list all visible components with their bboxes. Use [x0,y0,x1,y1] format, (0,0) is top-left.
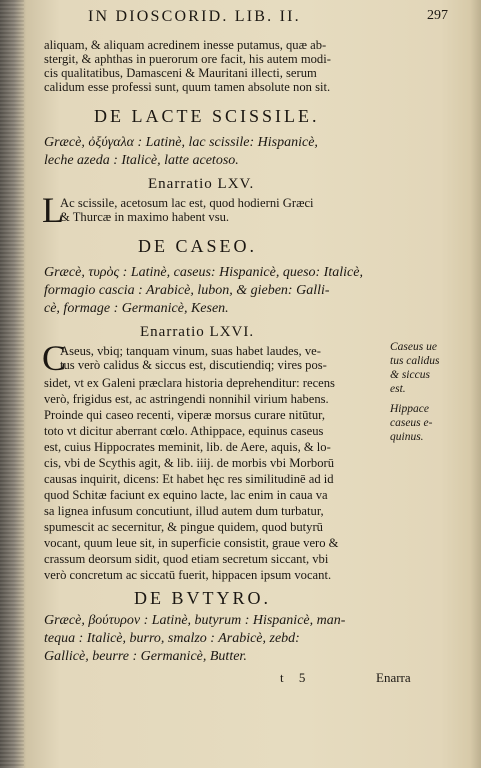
caseo-body-line: toto vt dicitur aberrant cœlo. Athippace, equinus caseus [44,424,324,438]
caseo-names-line: cè, formage : Germanicè, Kesen. [44,301,229,316]
intro-line: aliquam, & aliquam acredinem inesse putamus, quæ ab- [44,38,327,52]
butyro-names-line: tequa : Italicè, burro, smalzo : Arabicè, zebd: [44,631,300,646]
caseo-body-line: sidet, vt ex Galeni præclara historia deprehenditur: recens [44,376,335,390]
caseo-body-line: cis, vbi de Scythis agit, & lib. iiij. de morbis vbi Morborū [44,456,334,470]
intro-line: cis qualitatibus, Damasceni & Mauritani illecti, serum [44,66,317,80]
caseo-body-line: spumescit ac secernitur, & pingue quidem, quod butyrū [44,520,323,534]
intro-line: stergit, & aphthas in puerorum ore facit, his autem modi- [44,52,331,66]
caseo-body-line: verò concretum ac siccatū fuerit, hippacen ipsum vocant. [44,568,332,582]
margin-note-line: & siccus [390,369,430,381]
caseo-body-line: vocant, quum leue sit, in superficie consistit, graue vero & [44,536,339,550]
lacte-body-line: & Thurcæ in maximo habent vsu. [60,210,230,224]
butyro-names-line: Gallicè, beurre : Germanicè, Butter. [44,649,247,664]
dropcap-c: C [42,338,67,378]
caseo-body-line: sa lignea infusum concutiunt, illud autem dum turbatur, [44,504,324,518]
page-binding-edge [0,0,24,768]
dropcap-l: L [42,190,64,230]
caseo-body-line: est, cuius Hippocrates meminit, lib. de Aere, aquis, & lo- [44,440,331,454]
running-title: IN DIOSCORID. LIB. II. [88,8,301,25]
section-heading-butyro: DE BVTYRO. [134,588,271,608]
margin-note-line: quinus. [390,431,424,443]
caseo-body-line: causas inquirit, dicens: Et habet hęc res similitudinē ad id [44,472,334,486]
section-heading-caseo: DE CASEO. [138,236,258,256]
caseo-body-line: Aseus, vbiq; tanquam vinum, suas habet laudes, ve- [60,344,321,358]
lacte-names-line: leche azeda : Italicè, latte acetoso. [44,153,239,168]
signature-mark: t 5 [280,670,312,685]
intro-line: calidum esse professi sunt, quum tamen absolute non sit. [44,80,331,94]
page-number: 297 [427,8,448,23]
caseo-names-line: formagio cascia : Arabicè, lubon, & gieben: Galli- [44,283,330,298]
caseo-body-line: quod Schitæ faciunt ex equino lacte, lac enim in caua va [44,488,328,502]
margin-note-line: Hippace [390,403,429,415]
book-page [30,0,470,768]
margin-note-line: tus calidus [390,355,440,367]
butyro-names-line: Græcè, βούτυρον : Latinè, butyrum : Hispanicè, man- [44,613,346,628]
catchword: Enarra [376,670,411,685]
caseo-body-line: tus verò calidus & siccus est, discutiendiq; vires pos- [60,358,327,372]
lacte-names-line: Græcè, ὀξύγαλα : Latinè, lac scissile: Hispanicè, [44,135,318,150]
margin-note-line: caseus e- [390,417,433,429]
margin-note-line: est. [390,383,406,395]
caseo-body-line: crassum deorsum sidit, quod etiam secretum siccant, vbi [44,552,329,566]
caseo-body-line: Proinde qui caseo recenti, viperæ morsus curare nitūtur, [44,408,326,422]
caseo-body-line: verò, frigidus est, ac astringendi nonnihil virium habens. [44,392,329,406]
lacte-body-line: Ac scissile, acetosum lac est, quod hodierni Græci [60,196,314,210]
section-heading-lacte: DE LACTE SCISSILE. [94,106,320,126]
enarratio-lxv: Enarratio LXV. [148,176,255,192]
margin-note-line: Caseus ue [390,341,437,353]
enarratio-lxvi: Enarratio LXVI. [140,324,255,340]
caseo-names-line: Græcè, τυρὸς : Latinè, caseus: Hispanicè, queso: Italicè, [44,265,363,280]
